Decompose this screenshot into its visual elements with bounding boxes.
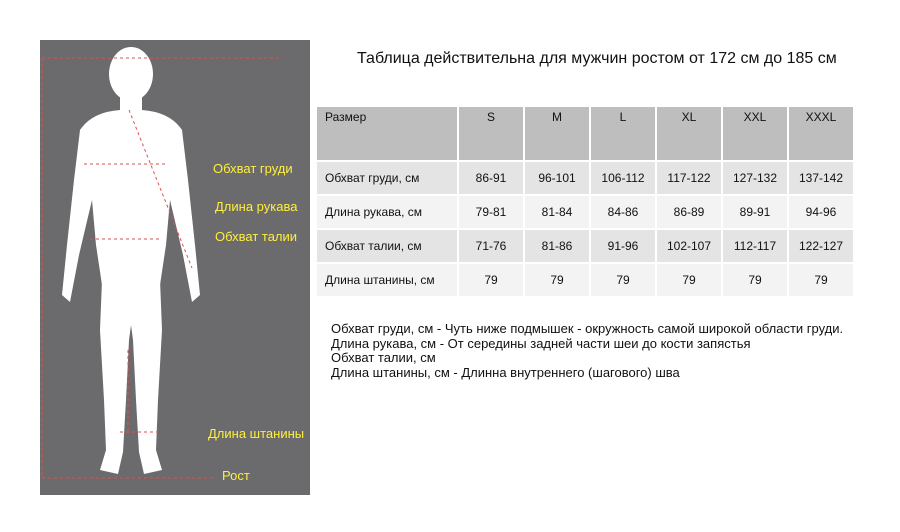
note-line: Длина рукава, см - От середины задней части шеи до кости запястья [331, 335, 751, 351]
table-cell: 81-84 [524, 195, 590, 229]
row-label: Длина штанины, см [317, 263, 458, 297]
table-cell: 112-117 [722, 229, 788, 263]
row-label: Длина рукава, см [317, 195, 458, 229]
table-cell: 79-81 [458, 195, 524, 229]
label-sleeve: Длина рукава [215, 199, 298, 214]
table-row [317, 161, 854, 195]
table-row [317, 229, 854, 263]
header-size: S [458, 107, 524, 161]
label-waist: Обхват талии [215, 229, 298, 244]
note-line: Обхват талии, см [331, 350, 436, 365]
label-chest: Обхват груди [213, 161, 293, 176]
table-cell: 79 [458, 263, 524, 297]
table-cell: 71-76 [458, 229, 524, 263]
table-cell: 86-91 [458, 161, 524, 195]
row-label: Обхват талии, см [317, 229, 458, 263]
label-inseam: Длина штанины [208, 426, 305, 441]
table-cell: 96-101 [524, 161, 590, 195]
table-cell: 79 [788, 263, 854, 297]
table-row [317, 263, 854, 297]
header-size: XL [656, 107, 722, 161]
table-cell: 84-86 [590, 195, 656, 229]
table-cell: 102-107 [656, 229, 722, 263]
table-cell: 127-132 [722, 161, 788, 195]
table-cell: 79 [722, 263, 788, 297]
header-size: XXXL [788, 107, 854, 161]
table-cell: 91-96 [590, 229, 656, 263]
table-cell: 81-86 [524, 229, 590, 263]
table-cell: 86-89 [656, 195, 722, 229]
note-line: Длина штанины, см - Длинна внутреннего (шагового) шва [331, 364, 680, 380]
size-table [317, 107, 855, 298]
table-cell: 89-91 [722, 195, 788, 229]
table-row [317, 195, 854, 229]
table-cell: 94-96 [788, 195, 854, 229]
table-cell: 137-142 [788, 161, 854, 195]
header-size-label: Размер [317, 107, 458, 161]
header-size: XXL [722, 107, 788, 161]
table-cell: 79 [524, 263, 590, 297]
row-label: Обхват груди, см [317, 161, 458, 195]
table-cell: 122-127 [788, 229, 854, 263]
table-header-row [317, 107, 854, 161]
label-height: Рост [222, 468, 250, 483]
human-silhouette-icon [62, 47, 200, 474]
measurement-notes [331, 322, 843, 380]
note-line: Обхват груди, см - Чуть ниже подмышек - окружность самой широкой области груди. [331, 321, 844, 336]
header-size: M [524, 107, 590, 161]
body-figure-panel [40, 40, 310, 495]
header-size: L [590, 107, 656, 161]
table-cell: 117-122 [656, 161, 722, 195]
page-title: Таблица действительна для мужчин ростом от 172 см до 185 см [357, 50, 837, 67]
table-cell: 106-112 [590, 161, 656, 195]
table-cell: 79 [656, 263, 722, 297]
table-cell: 79 [590, 263, 656, 297]
